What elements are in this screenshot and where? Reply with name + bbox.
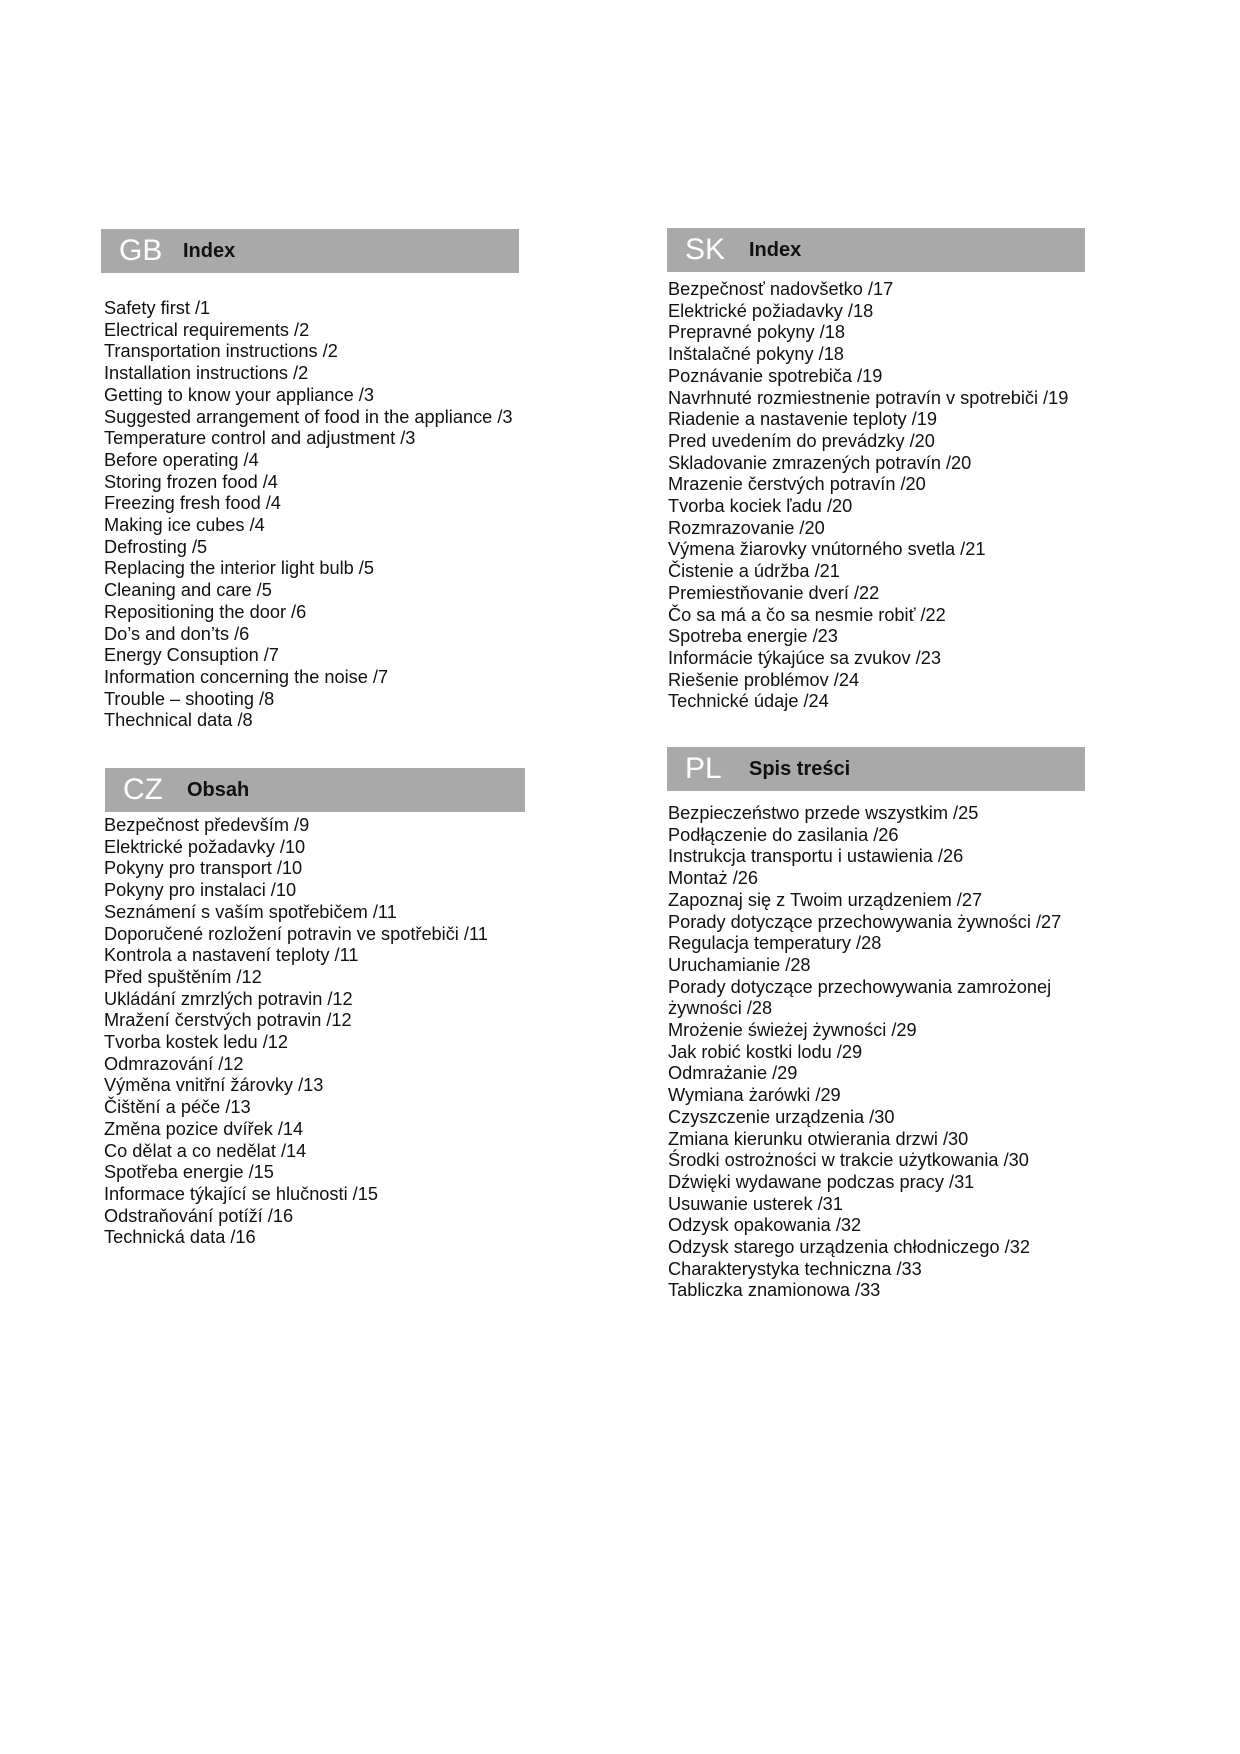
index-entry: Instrukcja transportu i ustawienia /26 [668,846,964,867]
section-header [667,747,1085,791]
index-entry: Porady dotyczące przechowywania zamrożonej [668,976,1052,997]
index-entry: Temperature control and adjustment /3 [104,428,416,449]
section-title: Index [183,239,236,262]
index-entry: Safety first /1 [104,298,211,318]
index-entry: Odstraňování potíží /16 [104,1205,294,1226]
index-entry: Information concerning the noise /7 [104,666,389,687]
index-entry: Prepravné pokyny /18 [668,322,845,343]
index-entry: Dźwięki wydawane podczas pracy /31 [668,1171,975,1192]
index-entry: Wymiana żarówki /29 [668,1085,841,1106]
section-header [101,229,519,273]
index-entry: Odmrażanie /29 [668,1063,798,1084]
language-code: SK [685,233,726,266]
index-list [101,298,519,732]
index-entry: Energy Consuption /7 [104,645,279,666]
index-entry: Pokyny pro transport /10 [104,858,303,879]
index-entry: Thechnical data /8 [104,710,253,731]
section-header [667,228,1085,272]
index-entry: Bezpečnosť nadovšetko /17 [668,279,894,299]
index-entry: Do’s and don’ts /6 [104,623,250,644]
index-entry: Spotřeba energie /15 [104,1162,274,1183]
index-entry: Installation instructions /2 [104,363,309,384]
index-entry: Regulacja temperatury /28 [668,933,882,954]
index-entry: Čištění a péče /13 [104,1097,251,1118]
index-entry: Before operating /4 [104,449,259,470]
index-entry: Electrical requirements /2 [104,319,310,340]
index-entry: Riešenie problémov /24 [668,669,860,690]
index-entry: Freezing fresh food /4 [104,493,281,514]
section-gb [101,229,519,732]
index-entry: Poznávanie spotrebiča /19 [668,365,883,386]
index-entry: Jak robić kostki lodu /29 [668,1041,863,1062]
index-entry: Defrosting /5 [104,536,208,557]
index-entry: Čo sa má a čo sa nesmie robiť /22 [668,604,946,625]
index-entry: Usuwanie usterek /31 [668,1193,843,1214]
index-entry: Rozmrazovanie /20 [668,517,825,538]
index-list [665,279,1085,713]
index-entry: Tvorba kociek ľadu /20 [668,496,853,517]
index-entry: Tvorba kostek ledu /12 [104,1032,288,1053]
index-entry: Informácie týkajúce sa zvukov /23 [668,647,941,668]
index-entry: Bezpieczeństwo przede wszystkim /25 [668,803,979,823]
index-entry: Mrazenie čerstvých potravín /20 [668,474,926,495]
index-entry: Navrhnuté rozmiestnenie potravín v spotrebiči /19 [668,387,1069,408]
index-entry: Tabliczka znamionowa /33 [668,1280,881,1301]
index-entry: Seznámení s vaším spotřebičem /11 [104,901,397,922]
index-entry: Storing frozen food /4 [104,471,278,492]
index-entry: Riadenie a nastavenie teploty /19 [668,409,937,430]
section-sk [667,228,1085,713]
index-entry: Výměna vnitřní žárovky /13 [104,1075,324,1096]
section-title: Index [749,238,802,261]
index-entry: Spotreba energie /23 [668,626,838,647]
index-entry: Elektrické požiadavky /18 [668,300,874,321]
index-entry: Zapoznaj się z Twoim urządzeniem /27 [668,889,983,910]
index-entry: Kontrola a nastavení teploty /11 [104,945,359,966]
index-entry: Mrożenie świeżej żywności /29 [668,1020,917,1041]
index-entry: Porady dotyczące przechowywania żywności /27 [668,911,1062,932]
index-entry: Technická data /16 [104,1227,256,1248]
section-title: Spis treści [749,757,851,780]
index-entry: Suggested arrangement of food in the appliance /3 [104,406,513,427]
index-entry: Skladovanie zmrazených potravín /20 [668,452,972,473]
index-entry: Making ice cubes /4 [104,515,265,536]
index-entry: Ukládání zmrzlých potravin /12 [104,988,353,1009]
index-entry: Odzysk opakowania /32 [668,1215,862,1236]
index-entry: Charakterystyka techniczna /33 [668,1258,922,1279]
index-entry: Bezpečnost především /9 [104,815,310,835]
index-entry: Pred uvedením do prevádzky /20 [668,430,935,451]
index-entry: Cleaning and care /5 [104,580,272,601]
index-entry: Repositioning the door /6 [104,601,307,622]
index-entry: Pokyny pro instalaci /10 [104,880,297,901]
index-entry: żywności /28 [668,998,773,1019]
section-header [105,768,525,812]
language-code: CZ [123,773,163,806]
index-entry: Výmena žiarovky vnútorného svetla /21 [668,539,986,560]
section-pl [667,747,1085,1302]
index-entry: Před spuštěním /12 [104,966,262,987]
index-entry: Čistenie a údržba /21 [668,561,840,582]
index-entry: Odmrazování /12 [104,1053,244,1074]
index-entry: Technické údaje /24 [668,691,829,712]
section-cz [105,768,525,1249]
index-entry: Doporučené rozložení potravin ve spotřebiči /11 [104,923,488,944]
index-list [665,803,1085,1302]
section-title: Obsah [187,778,250,801]
index-entry: Odzysk starego urządzenia chłodniczego /32 [668,1237,1030,1258]
index-entry: Środki ostrożności w trakcie użytkowania /30 [668,1150,1029,1171]
index-entry: Podłączenie do zasilania /26 [668,824,899,845]
index-entry: Inštalačné pokyny /18 [668,344,844,365]
index-entry: Co dělat a co nedělat /14 [104,1140,307,1161]
index-entry: Informace týkající se hlučnosti /15 [104,1183,378,1204]
index-list [101,815,525,1249]
language-code: GB [119,234,163,267]
index-entry: Premiestňovanie dverí /22 [668,582,880,603]
index-entry: Trouble – shooting /8 [104,688,275,709]
index-entry: Uruchamianie /28 [668,954,811,975]
index-entry: Mražení čerstvých potravin /12 [104,1010,352,1031]
index-entry: Montaż /26 [668,868,758,889]
index-entry: Změna pozice dvířek /14 [104,1118,304,1139]
index-entry: Zmiana kierunku otwierania drzwi /30 [668,1128,969,1149]
index-entry: Getting to know your appliance /3 [104,384,374,405]
index-entry: Transportation instructions /2 [104,341,338,362]
language-code: PL [685,752,722,785]
index-entry: Replacing the interior light bulb /5 [104,558,374,579]
index-entry: Elektrické požadavky /10 [104,836,306,857]
index-entry: Czyszczenie urządzenia /30 [668,1106,895,1127]
